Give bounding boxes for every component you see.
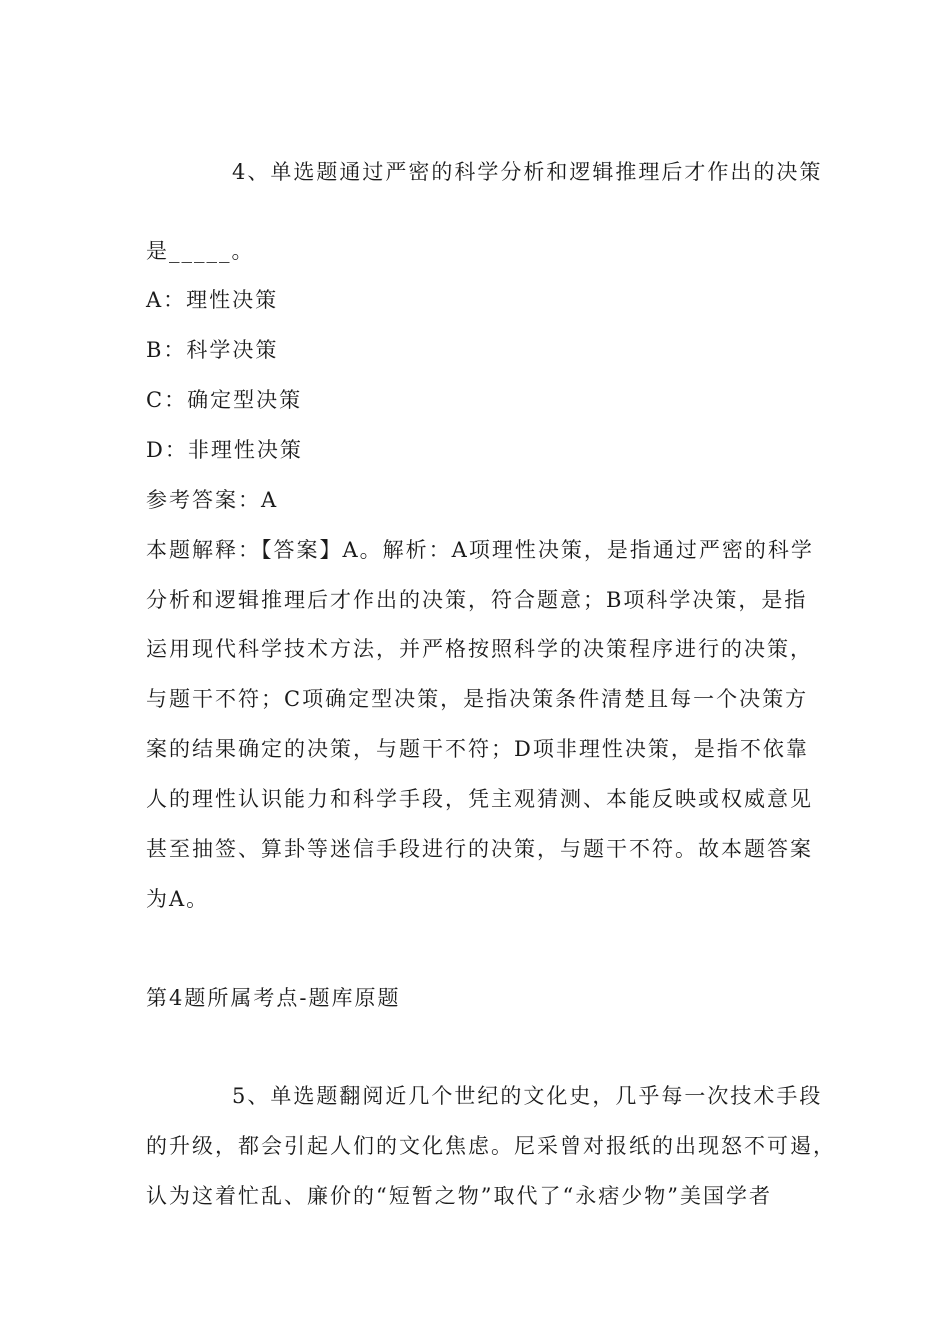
option-d: D：非理性决策 xyxy=(146,438,303,462)
question-4-stem-line-2: 是_____。 xyxy=(146,239,255,263)
explanation-line-1: 本题解释：【答案】A。解析：A项理性决策，是指通过严密的科学 xyxy=(146,538,814,562)
explanation-line-2: 分析和逻辑推理后才作出的决策，符合题意；B项科学决策，是指 xyxy=(146,588,808,612)
topic-label: 第4题所属考点-题库原题 xyxy=(146,986,401,1010)
reference-answer: 参考答案：A xyxy=(146,488,279,512)
option-c: C：确定型决策 xyxy=(146,388,303,412)
explanation-line-8: 为A。 xyxy=(146,887,210,911)
option-b: B：科学决策 xyxy=(146,338,279,362)
question-4-stem-line-1: 4、单选题通过严密的科学分析和逻辑推理后才作出的决策 xyxy=(232,160,823,184)
explanation-line-7: 甚至抽签、算卦等迷信手段进行的决策，与题干不符。故本题答案 xyxy=(146,837,813,861)
question-5-stem-line-3: 认为这着忙乱、廉价的“短暂之物”取代了“永痞少物”美国学者 xyxy=(146,1184,772,1208)
question-5-stem-line-2: 的升级，都会引起人们的文化焦虑。尼采曾对报纸的出现怒不可遏， xyxy=(146,1134,836,1158)
option-a: A：理性决策 xyxy=(146,288,279,312)
question-5-stem-line-1: 5、单选题翻阅近几个世纪的文化史，几乎每一次技术手段 xyxy=(232,1084,823,1108)
explanation-line-4: 与题干不符；C项确定型决策，是指决策条件清楚且每一个决策方 xyxy=(146,687,809,711)
explanation-line-6: 人的理性认识能力和科学手段，凭主观猜测、本能反映或权威意见 xyxy=(146,787,813,811)
explanation-line-3: 运用现代科学技术方法，并严格按照科学的决策程序进行的决策， xyxy=(146,637,813,661)
explanation-line-5: 案的结果确定的决策，与题干不符；D项非理性决策，是指不依靠 xyxy=(146,737,809,761)
